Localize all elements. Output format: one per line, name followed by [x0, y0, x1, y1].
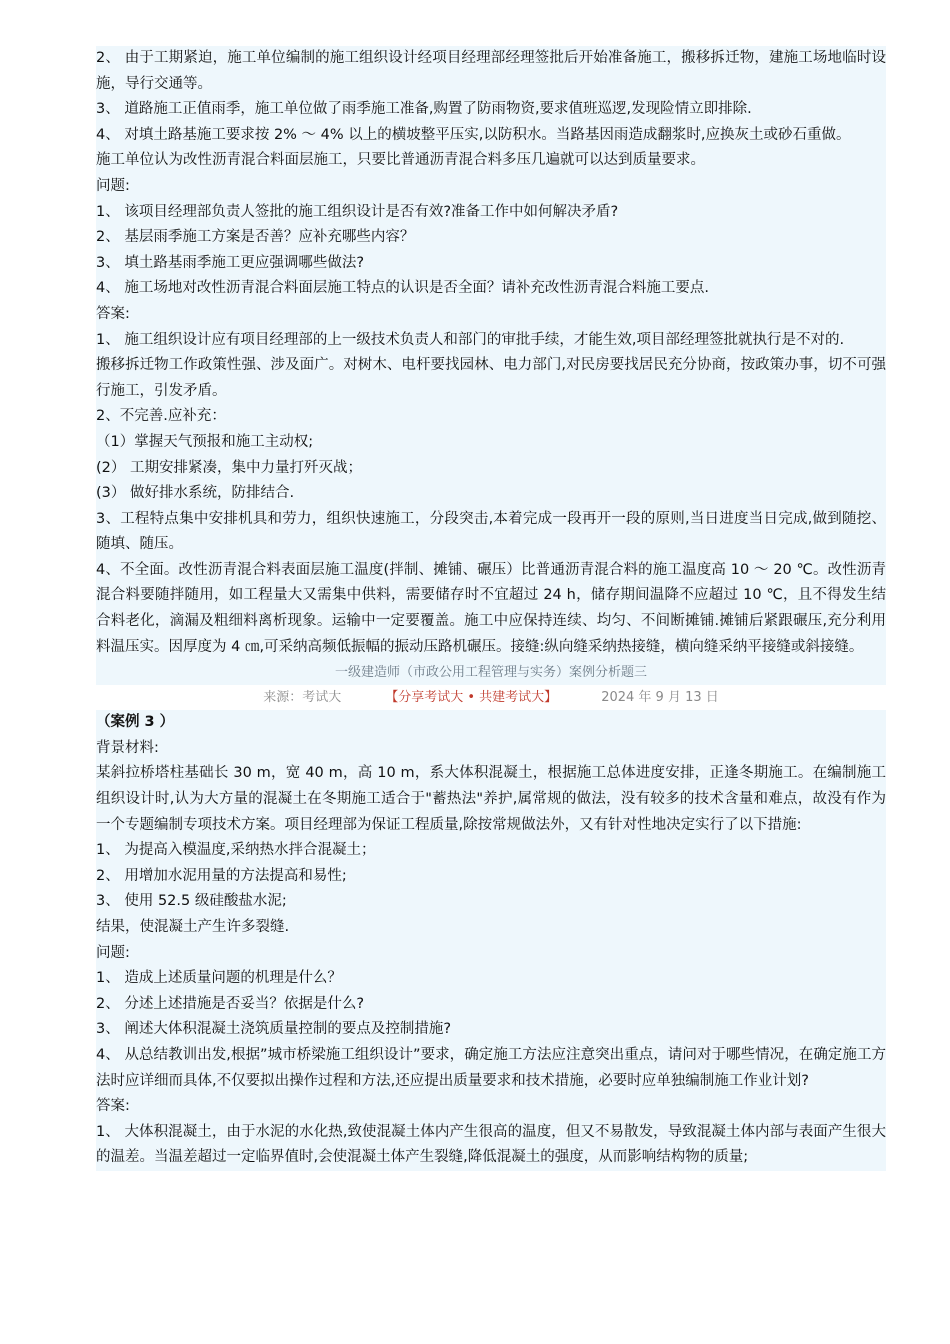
answer-item: 搬移拆迁物工作政策性强、涉及面广。对树木、电杆要找园林、电力部门,对民房要找居民充分协商，按政策办事，切不可强行施工，引发矛盾。: [96, 357, 886, 399]
paragraph: 背景材料:: [96, 739, 159, 756]
answer-item: (2） 工期安排紧凑，集中力量打歼灭战；: [96, 459, 362, 476]
questions-heading: 问题:: [96, 944, 130, 961]
paragraph: 3、 道路施工正值雨季，施工单位做了雨季施工准备,购置了防雨物资,要求值班巡逻,发现险情立即排除.: [96, 101, 752, 118]
answer-item: 4、不全面。改性沥青混合料表面层施工温度(拌制、摊铺、碾压）比普通沥青混合料的施工温度高 10 ～ 20 ℃。改性沥青混合料要随拌随用，如工程量大又需集中供料，需要储存时不宜超过 24 h，储存期间温降不应超过 10 ℃，且不得发生结合料老化，滴漏及粗细料离析现象。运输中一定要覆盖。施工中应保持连续、均匀、不间断摊铺.摊铺后紧跟碾压,充分利用料温压实。因厚度为 4 ㎝,可采纳高频低振幅的振动压路机碾压。接缝:纵向缝采纳热接缝，横向缝采纳平接缝或斜接缝。: [96, 561, 886, 655]
paragraph: 施工单位认为改性沥青混合料面层施工，只要比普通沥青混合料多压几遍就可以达到质量要求。: [96, 152, 705, 169]
answer-item: （1）掌握天气预报和施工主动权;: [96, 433, 314, 450]
section-title: 一级建造师（市政公用工程管理与实务）案例分析题三: [334, 665, 647, 681]
answer-item: 2、不完善.应补充：: [96, 408, 226, 425]
question-item: 3、 阐述大体积混凝土浇筑质量控制的要点及控制措施?: [96, 1021, 452, 1038]
share-link[interactable]: 【分享考试大 • 共建考试大】: [385, 690, 558, 706]
paragraph: 2、 由于工期紧迫，施工单位编制的施工组织设计经项目经理部经理签批后开始准备施工，搬移拆迁物，建施工场地临时设施，导行交通等。: [96, 50, 886, 92]
source-label: 来源：考试大: [263, 690, 342, 706]
question-item: 4、 从总结教训出发,根据”城市桥梁施工组织设计”要求，确定施工方法应注意突出重点，请问对于哪些情况，在确定施工方法时应详细而具体,不仅要拟出操作过程和方法,还应提出质量要求和技术措施，必要时应单独编制施工作业计划?: [96, 1046, 886, 1089]
paragraph: 某斜拉桥塔柱基础长 30 m，宽 40 m，高 10 m，系大体积混凝土，根据施工总体进度安排，正逢冬期施工。在编制施工组织设计时,认为大方量的混凝土在冬期施工适合于"蓄热法"养护,属常规的做法，没有较多的技术含量和难点，故没有作为一个专题编制专项技术方案。项目经理部为保证工程质量,除按常规做法外，又有针对性地决定实行了以下措施:: [96, 765, 886, 833]
question-item: 4、 施工场地对改性沥青混合料面层施工特点的认识是否全面？请补充改性沥青混合料施工要点.: [96, 280, 709, 297]
measure-item: 3、 使用 52.5 级硅酸盐水泥;: [96, 893, 287, 910]
publish-date: 2024 年 9 月 13 日: [601, 690, 719, 706]
case-2-section: [96, 46, 886, 685]
question-item: 1、 该项目经理部负责人签批的施工组织设计是否有效?准备工作中如何解决矛盾?: [96, 203, 619, 220]
question-item: 2、 分述上述措施是否妥当？依据是什么?: [96, 995, 365, 1012]
answer-item: 1、 大体积混凝土，由于水泥的水化热,致使混凝土体内产生很高的温度，但又不易散发，导致混凝土体内部与表面产生很大的温差。当温差超过一定临界值时,会使混凝土体产生裂缝,降低混凝土的强度，从而影响结构物的质量;: [96, 1123, 886, 1166]
answers-heading: 答案:: [96, 1098, 130, 1115]
answer-item: 3、工程特点集中安排机具和劳力，组织快速施工，分段突击,本着完成一段再开一段的原则,当日进度当日完成,做到随挖、随填、随压。: [96, 510, 886, 553]
answer-item: 1、 施工组织设计应有项目经理部的上一级技术负责人和部门的审批手续，才能生效,项目部经理签批就执行是不对的.: [96, 331, 845, 348]
paragraph: 4、 对填土路基施工要求按 2% ～ 4% 以上的横坡整平压实,以防积水。当路基因雨造成翻浆时,应换灰土或砂石重做。: [96, 126, 851, 143]
case-title: （案例 3 ）: [96, 714, 175, 731]
question-item: 2、 基层雨季施工方案是否善？应补充哪些内容？: [96, 229, 415, 246]
answers-heading: 答案:: [96, 305, 130, 322]
measure-item: 2、 用增加水泥用量的方法提高和易性;: [96, 867, 347, 884]
paragraph: 结果，使混凝土产生许多裂缝.: [96, 919, 290, 935]
measure-item: 1、 为提高入模温度,采纳热水拌合混凝土；: [96, 842, 376, 859]
source-line: [96, 685, 886, 710]
case-3-section: [96, 710, 886, 1171]
questions-heading: 问题:: [96, 177, 130, 194]
answer-item: (3） 做好排水系统，防排结合.: [96, 485, 295, 502]
document-page: [96, 46, 886, 1171]
question-item: 3、 填土路基雨季施工更应强调哪些做法?: [96, 254, 365, 271]
question-item: 1、 造成上述质量问题的机理是什么？: [96, 970, 342, 987]
